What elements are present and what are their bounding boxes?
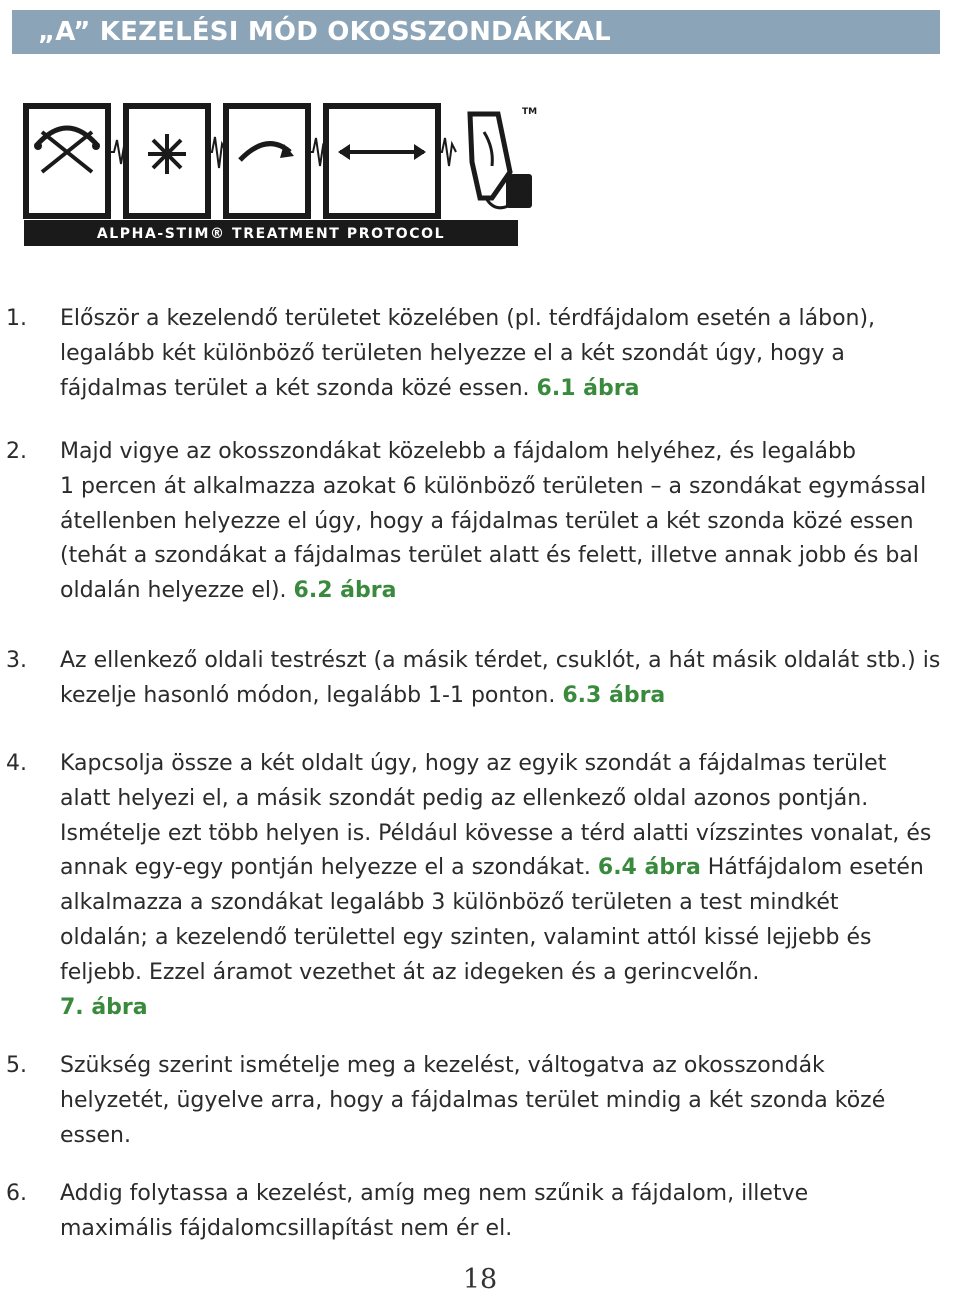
text-line: legalább két különböző területen helyezze el a két szondát úgy, hogy a xyxy=(60,340,845,366)
text-line: essen. xyxy=(60,1122,131,1148)
alpha-stim-protocol-logo xyxy=(22,102,540,252)
step-text xyxy=(60,1049,956,1153)
figure-ref: 6.3 ábra xyxy=(562,682,666,708)
page-number: 18 xyxy=(462,1264,498,1295)
text-line: átellenben helyezze el úgy, hogy a fájdalmas terület a két szonda közé essen xyxy=(60,508,914,534)
text-line: 1 percen át alkalmazza azokat 6 különböző területen – a szondákat egymással xyxy=(60,473,927,499)
text-line: oldalán helyezze el). 6.2 ábra xyxy=(60,578,397,604)
step-text xyxy=(60,435,956,609)
trademark-mark: TM xyxy=(522,107,538,117)
text-line: maximális fájdalomcsillapítást nem ér el. xyxy=(60,1215,513,1241)
logo-caption: ALPHA-STIM® TREATMENT PROTOCOL xyxy=(96,226,446,242)
figure-ref: 6.1 ábra xyxy=(536,375,640,401)
text-line: helyzetét, ügyelve arra, hogy a fájdalmas terület mindig a két szonda közé xyxy=(60,1087,886,1113)
step-number: 4. xyxy=(6,751,27,776)
text-line: Először a kezelendő területet közelében (pl. térdfájdalom esetén a lábon), xyxy=(60,306,876,331)
step-number: 1. xyxy=(6,306,27,331)
text-line: alatt helyezi el, a másik szondát pedig az ellenkező oldal azonos pontján. xyxy=(60,785,869,811)
text-line: Szükség szerint ismételje meg a kezelést, váltogatva az okosszondák xyxy=(60,1053,825,1078)
step-text xyxy=(60,1177,956,1247)
text-line: annak egy-egy pontján helyezze el a szondákat. 6.4 ábra Hátfájdalom esetén xyxy=(60,855,924,881)
text-line: feljebb. Ezzel áramot vezethet át az idegeken és a gerincvelőn. xyxy=(60,959,760,985)
step-text xyxy=(60,302,956,406)
asterisk-icon xyxy=(148,134,186,174)
panel-1-frame xyxy=(26,106,108,216)
text-line: Ismételje ezt több helyen is. Például kövesse a térd alatti vízszintes vonalat, és xyxy=(60,820,932,846)
step-number: 2. xyxy=(6,439,27,464)
panel-4-frame xyxy=(326,106,438,216)
text-line: fájdalmas terület a két szonda közé essen. 6.1 ábra xyxy=(60,375,640,401)
text-line: Majd vigye az okosszondákat közelebb a fájdalom helyéhez, és legalább xyxy=(60,439,856,464)
step-number: 3. xyxy=(6,648,27,673)
figure-ref: 6.4 ábra xyxy=(597,855,701,881)
text-line: oldalán; a kezelendő területtel egy szinten, valamint attól kissé lejjebb és xyxy=(60,924,872,950)
chapter-title: „A” KEZELÉSI MÓD OKOSSZONDÁKKAL xyxy=(38,17,611,47)
figure-ref: 7. ábra xyxy=(60,994,148,1020)
chapter-header xyxy=(12,10,940,54)
step-text xyxy=(60,644,956,714)
text-line: Az ellenkező oldali testrészt (a másik térdet, csuklót, a hát másik oldalát stb.) is xyxy=(60,648,941,673)
step-number: 6. xyxy=(6,1181,27,1206)
step-text xyxy=(60,747,956,1025)
text-line: Kapcsolja össze a két oldalt úgy, hogy az egyik szondát a fájdalmas terület xyxy=(60,751,887,776)
probe-device-icon xyxy=(470,114,532,208)
text-line: alkalmazza a szondákat legalább 3 különböző területen a test mindkét xyxy=(60,890,839,916)
step-number: 5. xyxy=(6,1053,27,1078)
text-line: kezelje hasonló módon, legalább 1-1 ponton. 6.3 ábra xyxy=(60,682,666,708)
text-line: Addig folytassa a kezelést, amíg meg nem szűnik a fájdalom, illetve xyxy=(60,1181,809,1206)
text-line: (tehát a szondákat a fájdalmas terület alatt és felett, illetve annak jobb és bal xyxy=(60,543,919,569)
protocol-logo-graphic xyxy=(22,102,540,252)
panel-3-frame xyxy=(226,106,308,216)
figure-ref: 6.2 ábra xyxy=(293,578,397,604)
cross-icon xyxy=(42,132,92,172)
